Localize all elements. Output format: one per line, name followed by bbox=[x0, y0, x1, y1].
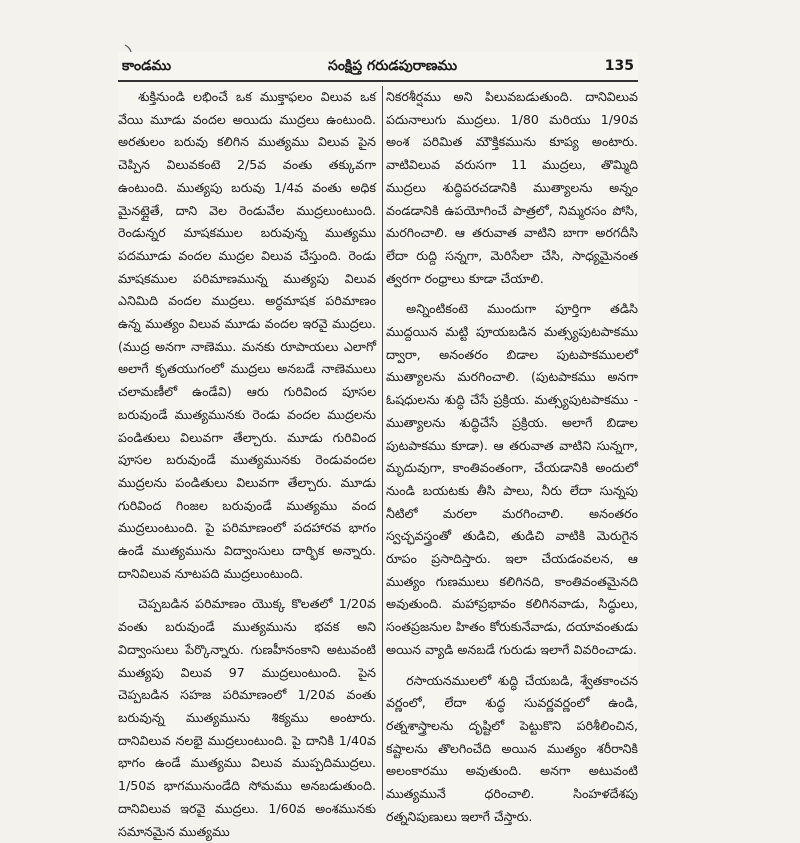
left-column bbox=[118, 86, 383, 839]
book-page bbox=[118, 52, 638, 839]
paragraph: నికరశీర్షము అని పిలువబడుతుంది. దానివిలువ పదునాలుగు ముద్రలు. 1/80 మరియు 1/90వ అంశ పరిమిత మౌక్తికమును కూప్య అంటారు. వాటివిలువ వరుసగా 11 ముద్రలు, తొమ్మిది ముద్రలు శుద్ధిపరచడానికి ముత్యాలను అన్నం వండడానికి ఉపయోగించే పాత్రలో, నిమ్మరసం పోసి, మరగించాలి. ఆ తరువాత వాటిని బాగా అరగదీసి లేదా రుద్ది సన్నగా, మెరిసేలా చేసి, సాధ్యమైనంత త్వరగా రంధ్రాలు కూడా చేయాలి. bbox=[386, 89, 638, 286]
page-number: 135 bbox=[604, 58, 634, 74]
page-header bbox=[118, 52, 638, 82]
right-column bbox=[386, 86, 638, 824]
paragraph: చెప్పబడిన పరిమాణం యొక్క కొలతలో 1/20వ వంతు బరువుండే ముత్యమును భవక అని విద్వాంసులు పేర్కొన్నారు. గుణహీనంకాని అటువంటి ముత్యపు విలువ 97 ముద్రలుంటుంది. పైన చెప్పబడిన సహజ పరిమాణంలో 1/20వ వంతు బరువున్న ముత్యమును శిక్యము అంటారు. దానివిలువ నలభై ముద్రలుంటుంది. పై దానికి 1/40వ భాగం ఉండే ముత్యము విలువ ముప్పదిముద్రలు. 1/50వ భాగమునుండేది సోమము అనబడుతుంది. దానివిలువ ఇరవై ముద్రలు. 1/60వ అంశమునకు సమానమైన ముత్యము bbox=[118, 596, 376, 839]
paragraph: శుక్తినుండి లభించే ఒక ముక్తాఫలం విలువ ఒక వేయి మూడు వందల అయిదు ముద్రలు ఉంటుంది. అరతులం బరువు కలిగిన ముత్యము విలువ పైన చెప్పిన విలువకంటె 2/5వ వంతు తక్కువగా ఉంటుంది. ముత్యపు బరువు 1/4వ వంతు అధిక మైనట్లైతే, దాని వెల రెండువేల ముద్రలుంటుంది. రెండున్నర మాషకముల బరువున్న ముత్యము పదమూడు వందల ముద్రల విలువ చేస్తుంది. రెండు మాషకముల పరిమాణమున్న ముత్యపు విలువ ఎనిమిది వందల ముద్రలు. అర్ధమాషక పరిమాణం ఉన్న ముత్యం విలువ మూడు వందల ఇరవై ముద్రలు. (ముద్ర అనగా నాణెము. మనకు రూపాయలు ఎలాగో అలాగే కృతయుగంలో ముద్రలు అనబడే నాణెములు చలామణీలో ఉండేవి) ఆరు గురివింద పూసల బరువుండే ముత్యమునకు రెండు వందల ముద్రలను పండితులు విలువగా తేల్చారు. మూడు గురివింద పూసల బరువుండే ముత్యమునకు రెండువందల ముద్రలను పండితులు విలువగా తేల్చారు. మూడు గురివింద గింజల బరువుండే ముత్యము వంద ముద్రలుంటుంది. పై పరిమాణంలో పదహారవ భాగం ఉండే ముత్యమును విద్వాంసులు దార్భిక అన్నారు. దానివిలువ నూటపది ముద్రలుంటుంది. bbox=[118, 89, 376, 581]
book-title: సంక్షిప్త గరుడపురాణము bbox=[328, 58, 458, 74]
chapter-label: కాండము bbox=[122, 58, 172, 74]
paragraph: రసాయనములలో శుద్ధి చేయబడి, శ్వేతకాంచన వర్ణంలో, లేదా శుద్ధ సువర్ణవర్ణంలో ఉండి, రత్నశాస్త్రాలను దృష్టిలో పెట్టుకొని పరిశీలించిన, కష్టాలను తొలగించేది అయిన ముత్యం శరీరానికి అలంకారము అవుతుంది. అనగా అటువంటి ముత్యమునే ధరించాలి. సింహళదేశపు రత్ననిపుణులు ఇలాగే చేస్తారు. bbox=[386, 672, 638, 824]
paragraph: అన్నింటికంటె ముందుగా పూర్తిగా తడిసి ముద్దయిన మట్టి పూయబడిన మత్స్యపుటపాకము ద్వారా, అనంతరం బిడాల పుటపాకములలో ముత్యాలను మరగించాలి. (పుటపాకము అనగా ఓషధులను శుద్ధి చేసే ప్రక్రియ. మత్స్యపుటపాకము - ముత్యాలను శుద్ధిచేసే ప్రక్రియ. అలాగే బిడాల పుటపాకము కూడా). ఆ తరువాత వాటిని సున్నగా, మృదువుగా, కాంతివంతంగా, చేయడానికి అందులో నుండి బయటకు తీసి పాలు, నీరు లేదా సున్నపు నీటిలో మరలా మరగించాలి. అనంతరం స్వచ్ఛవస్త్రంతో తుడిచి, తుడిచి వాటికి మెరుగైన రూపం ప్రసాదిస్తారు. ఇలా చేయడంవలన, ఆ ముత్యం గుణములు కలిగినది, కాంతివంతమైనది అవుతుంది. మహాప్రభావం కలిగినవాడు, సిద్ధులు, సంతప్రజనుల హితం కోరుకునేవాడు, దయావంతుడు అయిన వ్యాడి అనబడే గురుడు ఇలాగే వివరించాడు. bbox=[386, 301, 638, 657]
